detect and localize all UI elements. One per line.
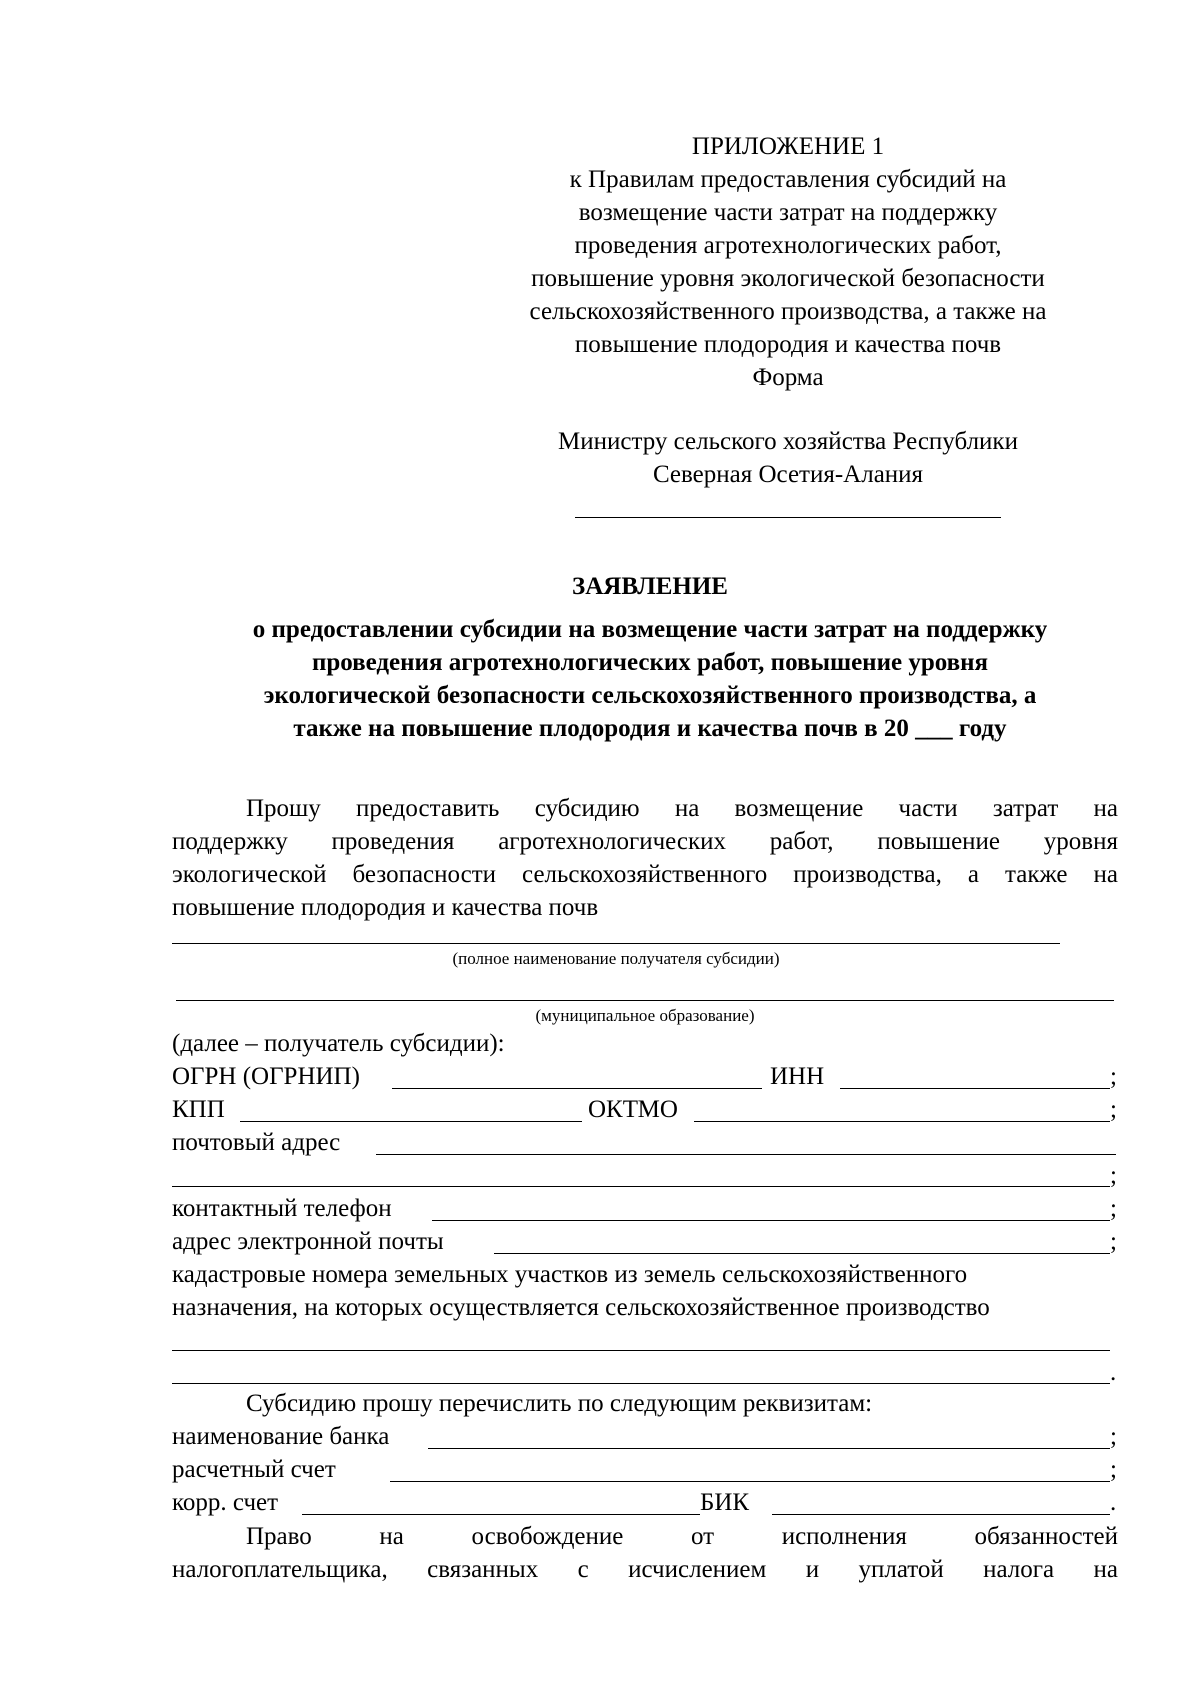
ogrn-field[interactable] — [392, 1088, 762, 1089]
semicolon: ; — [1110, 1423, 1117, 1450]
form-label: Форма — [752, 364, 824, 391]
header-line: повышение плодородия и качества почв — [574, 331, 1002, 358]
inn-field[interactable] — [840, 1088, 1110, 1089]
postal-label: почтовый адрес — [172, 1129, 341, 1156]
header-line: проведения агротехнологических работ, — [574, 232, 1002, 259]
addressee-line: Министру сельского хозяйства Республики — [558, 428, 1018, 455]
header-block — [478, 130, 1098, 491]
full-name-caption: (полное наименование получателя субсидии) — [452, 949, 780, 968]
request-line: повышение плодородия и качества почв — [172, 894, 599, 921]
document-title — [140, 570, 1160, 745]
period: . — [1110, 1489, 1117, 1516]
addressee-signature-line[interactable] — [575, 517, 1001, 518]
semicolon: ; — [1110, 1096, 1117, 1123]
cadastral-line: назначения, на которых осуществляется сельскохозяйственное производство — [172, 1294, 990, 1321]
cadastral-field[interactable] — [172, 1350, 1110, 1351]
bik-label: БИК — [700, 1489, 750, 1516]
municipality-caption: (муниципальное образование) — [535, 1006, 755, 1025]
right-line: Право на освобождение от исполнения обязанностей — [246, 1523, 1118, 1550]
semicolon: ; — [1110, 1456, 1117, 1483]
oktmo-field[interactable] — [694, 1121, 1110, 1122]
semicolon: ; — [1110, 1195, 1117, 1222]
title-line: также на повышение плодородия и качества почв в 20 ___ году — [293, 715, 1007, 742]
title-line: проведения агротехнологических работ, повышение уровня — [311, 649, 989, 676]
cadastral-field-continued[interactable] — [172, 1383, 1110, 1384]
header-line: возмещение части затрат на поддержку — [578, 199, 998, 226]
period: . — [1110, 1359, 1117, 1386]
inn-label: ИНН — [770, 1063, 825, 1090]
full-name-field[interactable] — [172, 943, 1060, 944]
header-line: повышение уровня экологической безопасности — [531, 265, 1045, 292]
oktmo-label: ОКТМО — [588, 1096, 678, 1123]
postal-field[interactable] — [376, 1154, 1116, 1155]
semicolon: ; — [1110, 1162, 1117, 1189]
transfer-label: Субсидию прошу перечислить по следующим реквизитам: — [246, 1390, 873, 1417]
title-line: о предоставлении субсидии на возмещение части затрат на поддержку — [252, 616, 1048, 643]
request-line: экологической безопасности сельскохозяйственного производства, а также на — [172, 861, 1118, 888]
corr-label: корр. счет — [172, 1489, 279, 1516]
addressee-line: Северная Осетия-Алания — [652, 461, 924, 488]
recipient-label: (далее – получатель субсидии): — [172, 1030, 505, 1057]
header-line: сельскохозяйственного производства, а также на — [529, 298, 1047, 325]
title-line: экологической безопасности сельскохозяйственного производства, а — [263, 682, 1037, 709]
kpp-field[interactable] — [240, 1121, 582, 1122]
request-line: поддержку проведения агротехнологических работ, повышение уровня — [172, 828, 1118, 855]
phone-field[interactable] — [432, 1220, 1110, 1221]
request-line: Прошу предоставить субсидию на возмещение части затрат на — [246, 795, 1118, 822]
kpp-label: КПП — [172, 1096, 225, 1123]
cadastral-line: кадастровые номера земельных участков из земель сельскохозяйственного — [172, 1261, 968, 1288]
semicolon: ; — [1110, 1063, 1117, 1090]
email-field[interactable] — [494, 1253, 1110, 1254]
corr-field[interactable] — [302, 1514, 700, 1515]
phone-label: контактный телефон — [172, 1195, 392, 1222]
bank-label: наименование банка — [172, 1423, 390, 1450]
postal-field-continued[interactable] — [172, 1186, 1110, 1187]
semicolon: ; — [1110, 1228, 1117, 1255]
header-line: к Правилам предоставления субсидий на — [569, 166, 1007, 193]
title-heading: ЗАЯВЛЕНИЕ — [572, 573, 728, 600]
municipality-field[interactable] — [176, 1000, 1114, 1001]
account-field[interactable] — [390, 1481, 1110, 1482]
annex-label: ПРИЛОЖЕНИЕ 1 — [691, 133, 885, 160]
right-line: налогоплательщика, связанных с исчислением и уплатой налога на — [172, 1556, 1118, 1583]
bank-field[interactable] — [428, 1448, 1110, 1449]
ogrn-label: ОГРН (ОГРНИП) — [172, 1063, 360, 1090]
email-label: адрес электронной почты — [172, 1228, 444, 1255]
bik-field[interactable] — [772, 1514, 1110, 1515]
account-label: расчетный счет — [172, 1456, 336, 1483]
